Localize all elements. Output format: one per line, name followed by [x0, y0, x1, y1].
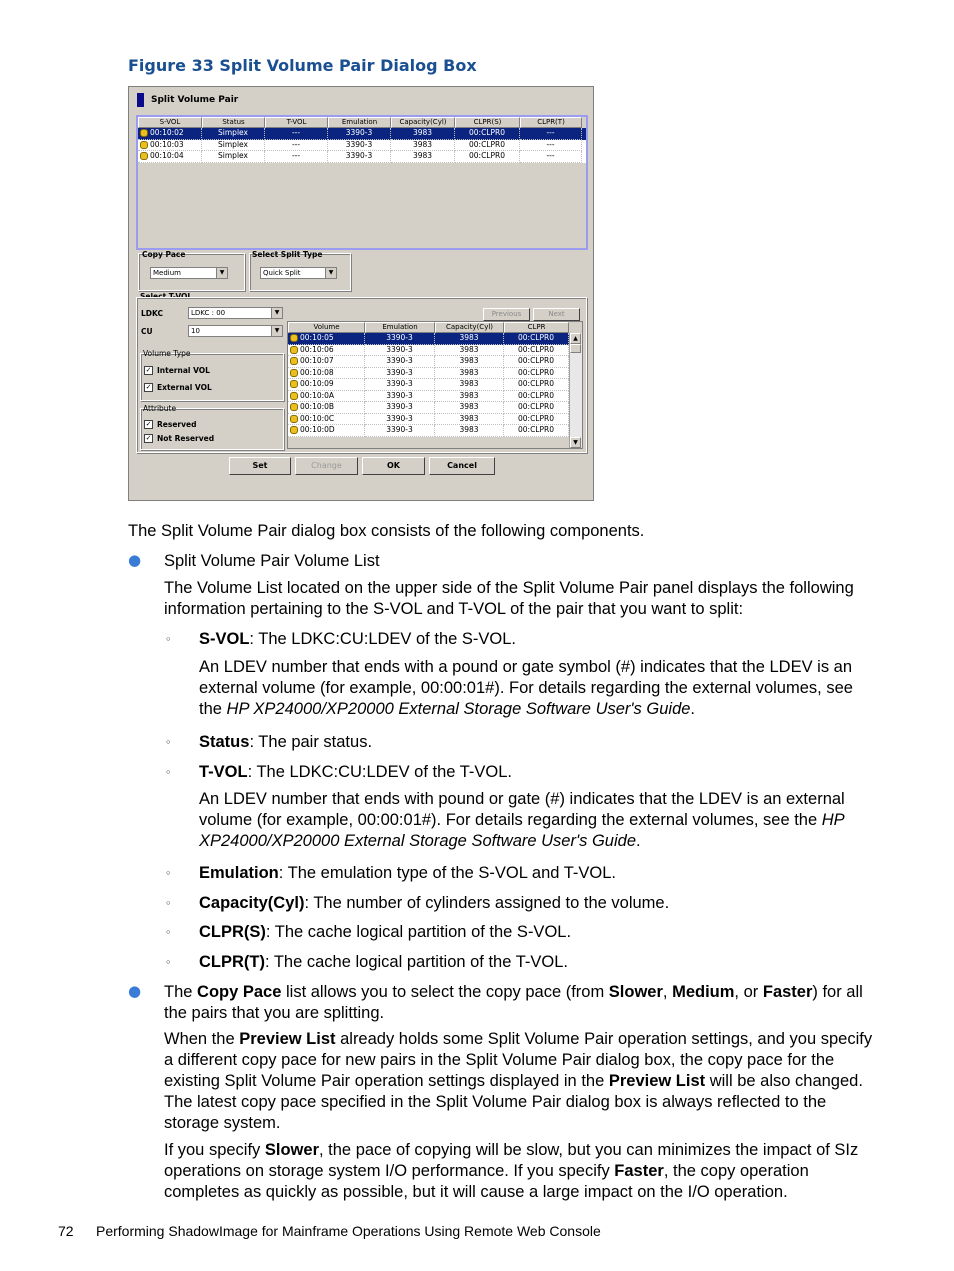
- table-cell: [138, 140, 202, 152]
- cell-text: 3983: [412, 151, 433, 160]
- table-cell: [365, 379, 435, 391]
- text-fragment: If you specify: [164, 1141, 265, 1159]
- table-cell: [391, 140, 455, 152]
- table-cell: [435, 414, 504, 426]
- table-cell: [365, 402, 435, 414]
- check-icon: ✓: [145, 434, 152, 442]
- cell-text: 00:10:0B: [300, 402, 335, 411]
- cell-text: 3390-3: [345, 151, 373, 160]
- table-cell: [265, 140, 328, 152]
- cell-text: 00:CLPR0: [469, 128, 505, 137]
- cell-text: 00:CLPR0: [469, 151, 505, 160]
- svol-desc: : The LDKC:CU:LDEV of the S-VOL.: [249, 630, 516, 648]
- column-header[interactable]: Status: [202, 117, 265, 128]
- cell-text: 00:CLPR0: [518, 333, 554, 342]
- cell-text: Simplex: [218, 139, 248, 149]
- split-type-select[interactable]: [260, 267, 337, 279]
- cell-text: 00:CLPR0: [518, 356, 554, 365]
- volume-list-body: [138, 128, 586, 163]
- next-button[interactable]: Next: [533, 308, 580, 321]
- column-header[interactable]: Emulation: [365, 322, 435, 333]
- cell-text: 00:CLPR0: [518, 379, 554, 388]
- column-header[interactable]: T-VOL: [265, 117, 328, 128]
- cell-text: 3983: [459, 390, 479, 400]
- select-tvol-label: Select T-VOL: [140, 292, 193, 301]
- table-row[interactable]: [288, 356, 582, 368]
- tvol-item: [199, 762, 512, 783]
- dialog-title: [137, 93, 238, 107]
- scroll-up-icon[interactable]: ▲: [570, 333, 581, 344]
- table-cell: [435, 368, 504, 380]
- sub-bullet-icon: ◦: [165, 956, 172, 969]
- bullet-volume-list: Split Volume Pair Volume List: [164, 552, 380, 570]
- attribute-group: [140, 408, 284, 450]
- status-term: Status: [199, 733, 250, 751]
- table-cell: [504, 425, 569, 437]
- cu-select[interactable]: [188, 325, 283, 337]
- ldkc-label: LDKC: [141, 309, 163, 318]
- table-cell: [504, 333, 569, 345]
- ok-button[interactable]: OK: [362, 457, 425, 475]
- check-icon: ✓: [145, 366, 152, 374]
- table-row[interactable]: [288, 368, 582, 380]
- table-cell: [504, 414, 569, 426]
- dialog-title-text: Split Volume Pair: [151, 95, 239, 105]
- column-header[interactable]: Capacity(Cyl): [435, 322, 504, 333]
- table-cell: [504, 345, 569, 357]
- footer-title: Performing ShadowImage for Mainframe Operations Using Remote Web Console: [96, 1223, 601, 1239]
- table-row[interactable]: [288, 425, 582, 437]
- cell-text: 3983: [459, 379, 479, 388]
- table-cell: [265, 128, 328, 140]
- table-cell: [288, 333, 365, 345]
- table-row[interactable]: [288, 391, 582, 403]
- volume-list-header: [138, 117, 586, 128]
- cell-text: 3390-3: [345, 128, 373, 137]
- svol-term: S-VOL: [199, 630, 250, 648]
- status-item: [199, 732, 372, 753]
- clprt-term: CLPR(T): [199, 953, 265, 971]
- internal-vol-checkbox[interactable]: [144, 366, 210, 375]
- cell-text: 3390-3: [386, 425, 413, 434]
- table-cell: [504, 368, 569, 380]
- tvol-scrollbar[interactable]: [569, 333, 582, 448]
- internal-vol-label: Internal VOL: [157, 366, 210, 375]
- copy-pace-select[interactable]: [150, 267, 228, 279]
- check-icon: ✓: [145, 383, 152, 391]
- external-vol-checkbox[interactable]: [144, 383, 212, 392]
- column-header[interactable]: CLPR: [504, 322, 569, 333]
- capacity-desc: : The number of cylinders assigned to the volume.: [304, 894, 670, 912]
- table-cell: [455, 140, 520, 152]
- not-reserved-checkbox[interactable]: [144, 434, 214, 443]
- chevron-down-icon[interactable]: ▼: [271, 326, 282, 336]
- tvol-para-ref: HP XP24000/XP20000 External Storage Software User's Guide: [199, 811, 845, 850]
- tvol-desc: : The LDKC:CU:LDEV of the T-VOL.: [247, 763, 513, 781]
- table-cell: [288, 345, 365, 357]
- table-cell: [288, 414, 365, 426]
- cell-text: 00:10:0A: [300, 390, 335, 400]
- tvol-paragraph: [199, 789, 874, 852]
- capacity-term: Capacity(Cyl): [199, 894, 305, 912]
- cell-text: 3983: [459, 402, 479, 411]
- cell-text: ---: [546, 128, 555, 137]
- sub-bullet-icon: ◦: [165, 766, 172, 779]
- table-cell: [391, 151, 455, 163]
- column-header[interactable]: Volume: [288, 322, 365, 333]
- capacity-item: [199, 893, 669, 914]
- clprs-term: CLPR(S): [199, 923, 266, 941]
- emulation-desc: : The emulation type of the S-VOL and T-VOL.: [278, 864, 616, 882]
- table-cell: [520, 128, 582, 140]
- cu-value: 10: [191, 327, 200, 335]
- cell-text: 3983: [459, 425, 479, 434]
- clprt-desc: : The cache logical partition of the T-VOL.: [264, 953, 568, 971]
- cell-text: 3390-3: [345, 139, 373, 149]
- table-cell: [288, 425, 365, 437]
- column-header[interactable]: Emulation: [328, 117, 391, 128]
- preview-list-term: Preview List: [608, 1072, 706, 1090]
- sub-bullet-icon: ◦: [165, 926, 172, 939]
- cancel-button[interactable]: Cancel: [429, 457, 495, 475]
- scroll-down-icon[interactable]: ▼: [570, 437, 581, 448]
- table-cell: [435, 333, 504, 345]
- page-number: 72: [58, 1223, 74, 1239]
- cell-text: 3983: [412, 128, 433, 137]
- chevron-down-icon[interactable]: ▼: [216, 268, 227, 278]
- external-vol-label: External VOL: [157, 383, 212, 392]
- emulation-item: [199, 863, 616, 884]
- volume-list-paragraph: The Volume List located on the upper side of the Split Volume Pair panel displays the following information pertaining to the S-VOL and T-VOL of the pair that you want to split:: [164, 579, 854, 618]
- text-fragment: , the pace of copying will be slow, but you can minimizes the impact of SIz operations on storage system I/O performance. If you specify: [164, 1141, 859, 1180]
- preview-list-paragraph: [164, 1029, 874, 1134]
- sub-bullet-icon: ◦: [165, 633, 172, 646]
- table-cell: [288, 368, 365, 380]
- cell-text: 3390-3: [386, 333, 413, 342]
- cell-text: 00:10:02: [150, 128, 184, 137]
- text-fragment: , the copy operation completes as quickly as possible, but it will cause a large impact on the I/O operation.: [164, 1162, 809, 1201]
- split-type-value: Quick Split: [263, 269, 301, 277]
- ldkc-value: LDKC : 00: [191, 309, 226, 317]
- table-cell: [435, 379, 504, 391]
- cell-text: 00:10:08: [300, 367, 334, 377]
- table-cell: [520, 140, 582, 152]
- svol-para-ref: HP XP24000/XP20000 External Storage Software User's Guide: [226, 700, 691, 718]
- volume-icon: [290, 426, 298, 434]
- table-cell: [455, 128, 520, 140]
- slower-term: Slower: [608, 983, 663, 1001]
- table-cell: [365, 414, 435, 426]
- table-cell: [435, 345, 504, 357]
- tvol-list-body: [288, 333, 582, 437]
- volume-icon: [290, 369, 298, 377]
- table-cell: [202, 128, 265, 140]
- preview-list-term: Preview List: [239, 1030, 336, 1048]
- cell-text: 00:CLPR0: [518, 413, 554, 423]
- cell-text: 00:CLPR0: [518, 390, 554, 400]
- split-volume-pair-dialog: [128, 86, 594, 501]
- table-row[interactable]: [288, 402, 582, 414]
- table-cell: [504, 402, 569, 414]
- faster-term: Faster: [614, 1162, 664, 1180]
- cell-text: 3390-3: [386, 379, 413, 388]
- cell-text: 3390-3: [386, 413, 413, 423]
- bullet-icon: ●: [128, 551, 142, 569]
- table-cell: [288, 402, 365, 414]
- volume-icon: [290, 392, 298, 400]
- table-row[interactable]: [288, 379, 582, 391]
- table-cell: [504, 356, 569, 368]
- table-cell: [365, 368, 435, 380]
- sub-bullet-icon: ◦: [165, 897, 172, 910]
- cell-text: Simplex: [218, 151, 248, 160]
- table-cell: [202, 151, 265, 163]
- copy-pace-label: Copy Pace: [142, 250, 186, 259]
- copy-pace-value: Medium: [153, 269, 181, 277]
- volume-icon: [290, 346, 298, 354]
- cell-text: 00:CLPR0: [469, 139, 505, 149]
- reserved-label: Reserved: [157, 420, 197, 429]
- text-fragment: When the: [164, 1030, 240, 1048]
- table-row[interactable]: [288, 345, 582, 357]
- copy-pace-bullet: [164, 982, 874, 1024]
- column-header[interactable]: CLPR(T): [520, 117, 582, 128]
- chevron-down-icon[interactable]: ▼: [325, 268, 336, 278]
- table-cell: [202, 140, 265, 152]
- cell-text: 3983: [412, 139, 433, 149]
- volume-list[interactable]: [136, 115, 588, 250]
- cell-text: 3983: [459, 413, 479, 423]
- cell-text: ---: [291, 128, 301, 137]
- table-cell: [435, 356, 504, 368]
- cell-text: 00:CLPR0: [518, 425, 554, 434]
- column-header[interactable]: S-VOL: [138, 117, 202, 128]
- set-button[interactable]: Set: [229, 457, 291, 475]
- cell-text: ---: [546, 151, 555, 160]
- cell-text: 00:10:05: [300, 333, 334, 342]
- svol-para-end: .: [690, 700, 696, 718]
- volume-icon: [290, 403, 298, 411]
- svol-item: [199, 629, 516, 650]
- text-fragment: ,: [662, 983, 673, 1001]
- ldkc-select[interactable]: [188, 307, 283, 319]
- tvol-list-header: [288, 322, 582, 333]
- text-fragment: already holds some Split Volume Pair operation settings, and you specify a different copy pace for new pairs in the Split Volume Pair dialog box, the copy pace for the existing Split Volume Pair operation settings displayed in the: [164, 1030, 873, 1090]
- cell-text: 00:10:06: [300, 344, 334, 354]
- cell-text: ---: [546, 139, 555, 149]
- cell-text: 3983: [459, 333, 479, 342]
- table-cell: [365, 391, 435, 403]
- table-cell: [288, 379, 365, 391]
- tvol-term: T-VOL: [199, 763, 248, 781]
- text-fragment: , or: [734, 983, 763, 1001]
- table-cell: [328, 151, 391, 163]
- svol-para-text: An LDEV number that ends with a pound or gate symbol (#) indicates that the LDEV is an external volume (for example, 00:00:01#). For details regarding the external volumes, see the: [199, 658, 853, 718]
- clprs-item: [199, 922, 571, 943]
- cell-text: 00:10:03: [150, 139, 184, 149]
- table-row[interactable]: [138, 128, 586, 140]
- cell-text: 00:10:07: [300, 356, 334, 365]
- table-cell: [138, 128, 202, 140]
- volume-icon: [290, 334, 298, 342]
- previous-button[interactable]: Previous: [483, 308, 530, 321]
- table-cell: [391, 128, 455, 140]
- copy-pace-term: Copy Pace: [197, 983, 282, 1001]
- table-cell: [435, 391, 504, 403]
- text-fragment: will be also changed. The latest copy pace specified in the Split Volume Pair dialog box is always reflected to the storage system.: [164, 1072, 863, 1132]
- split-type-label: Select Split Type: [252, 250, 323, 259]
- table-cell: [138, 151, 202, 163]
- cell-text: 00:CLPR0: [518, 402, 554, 411]
- bullet-icon: ●: [128, 982, 142, 1000]
- tvol-para-end: .: [636, 832, 641, 850]
- medium-term: Medium: [672, 983, 735, 1001]
- cell-text: 00:10:04: [150, 151, 184, 160]
- slower-faster-paragraph: [164, 1140, 874, 1203]
- sub-bullet-icon: ◦: [165, 736, 172, 749]
- intro-paragraph: The Split Volume Pair dialog box consists of the following components.: [128, 522, 645, 540]
- table-cell: [365, 425, 435, 437]
- table-cell: [504, 379, 569, 391]
- volume-type-group: [140, 353, 284, 401]
- tvol-para-text: An LDEV number that ends with pound or gate (#) indicates that the LDEV is an external volume (for example, 00:00:01#). For details regarding the external volumes, see the: [199, 790, 845, 829]
- cell-text: 00:CLPR0: [518, 344, 554, 354]
- volume-icon: [140, 152, 148, 160]
- table-row[interactable]: [138, 140, 586, 152]
- table-row[interactable]: [138, 151, 586, 163]
- table-cell: [265, 151, 328, 163]
- table-cell: [328, 128, 391, 140]
- slower-term: Slower: [264, 1141, 319, 1159]
- scroll-thumb[interactable]: [570, 344, 581, 353]
- cell-text: ---: [291, 151, 301, 160]
- title-bar-icon: [137, 93, 144, 107]
- table-cell: [455, 151, 520, 163]
- table-cell: [365, 333, 435, 345]
- emulation-term: Emulation: [199, 864, 279, 882]
- not-reserved-label: Not Reserved: [157, 434, 215, 443]
- volume-icon: [290, 380, 298, 388]
- cell-text: 3390-3: [386, 356, 413, 365]
- status-desc: : The pair status.: [249, 733, 373, 751]
- table-cell: [365, 345, 435, 357]
- table-cell: [504, 391, 569, 403]
- volume-icon: [140, 129, 148, 137]
- cell-text: 3390-3: [386, 367, 413, 377]
- text-fragment: ) for all the pairs that you are splitting.: [164, 983, 863, 1022]
- clprt-item: [199, 952, 568, 973]
- cell-text: 00:10:09: [300, 379, 334, 388]
- cell-text: 00:10:0C: [300, 413, 335, 423]
- table-row[interactable]: [288, 333, 582, 345]
- chevron-down-icon[interactable]: ▼: [271, 308, 282, 318]
- cell-text: 3390-3: [386, 390, 413, 400]
- table-cell: [288, 391, 365, 403]
- cell-text: 00:10:0D: [300, 425, 335, 434]
- faster-term: Faster: [762, 983, 813, 1001]
- cell-text: 3983: [459, 356, 479, 365]
- volume-type-label: Volume Type: [143, 349, 191, 358]
- table-cell: [435, 402, 504, 414]
- table-cell: [288, 356, 365, 368]
- clprs-desc: : The cache logical partition of the S-VOL.: [265, 923, 572, 941]
- table-cell: [520, 151, 582, 163]
- table-cell: [435, 425, 504, 437]
- cell-text: 3983: [459, 344, 479, 354]
- check-icon: ✓: [145, 420, 152, 428]
- change-button[interactable]: Change: [295, 457, 358, 475]
- column-header[interactable]: Capacity(Cyl): [391, 117, 455, 128]
- cu-label: CU: [141, 327, 153, 336]
- cell-text: 00:CLPR0: [518, 367, 554, 377]
- sub-bullet-icon: ◦: [165, 867, 172, 880]
- cell-text: Simplex: [218, 128, 248, 137]
- table-cell: [365, 356, 435, 368]
- volume-icon: [290, 415, 298, 423]
- text-fragment: The: [164, 983, 198, 1001]
- attribute-label: Attribute: [143, 404, 177, 413]
- volume-icon: [140, 141, 148, 149]
- svol-paragraph: [199, 657, 874, 720]
- table-row[interactable]: [288, 414, 582, 426]
- table-cell: [328, 140, 391, 152]
- tvol-list[interactable]: [287, 321, 583, 449]
- cell-text: 3983: [459, 367, 479, 377]
- volume-icon: [290, 357, 298, 365]
- figure-caption: Figure 33 Split Volume Pair Dialog Box: [128, 56, 477, 75]
- column-header[interactable]: CLPR(S): [455, 117, 520, 128]
- cell-text: ---: [291, 139, 301, 149]
- cell-text: 3390-3: [386, 344, 413, 354]
- cell-text: 3390-3: [386, 402, 413, 411]
- text-fragment: list allows you to select the copy pace (from: [281, 983, 609, 1001]
- reserved-checkbox[interactable]: [144, 420, 196, 429]
